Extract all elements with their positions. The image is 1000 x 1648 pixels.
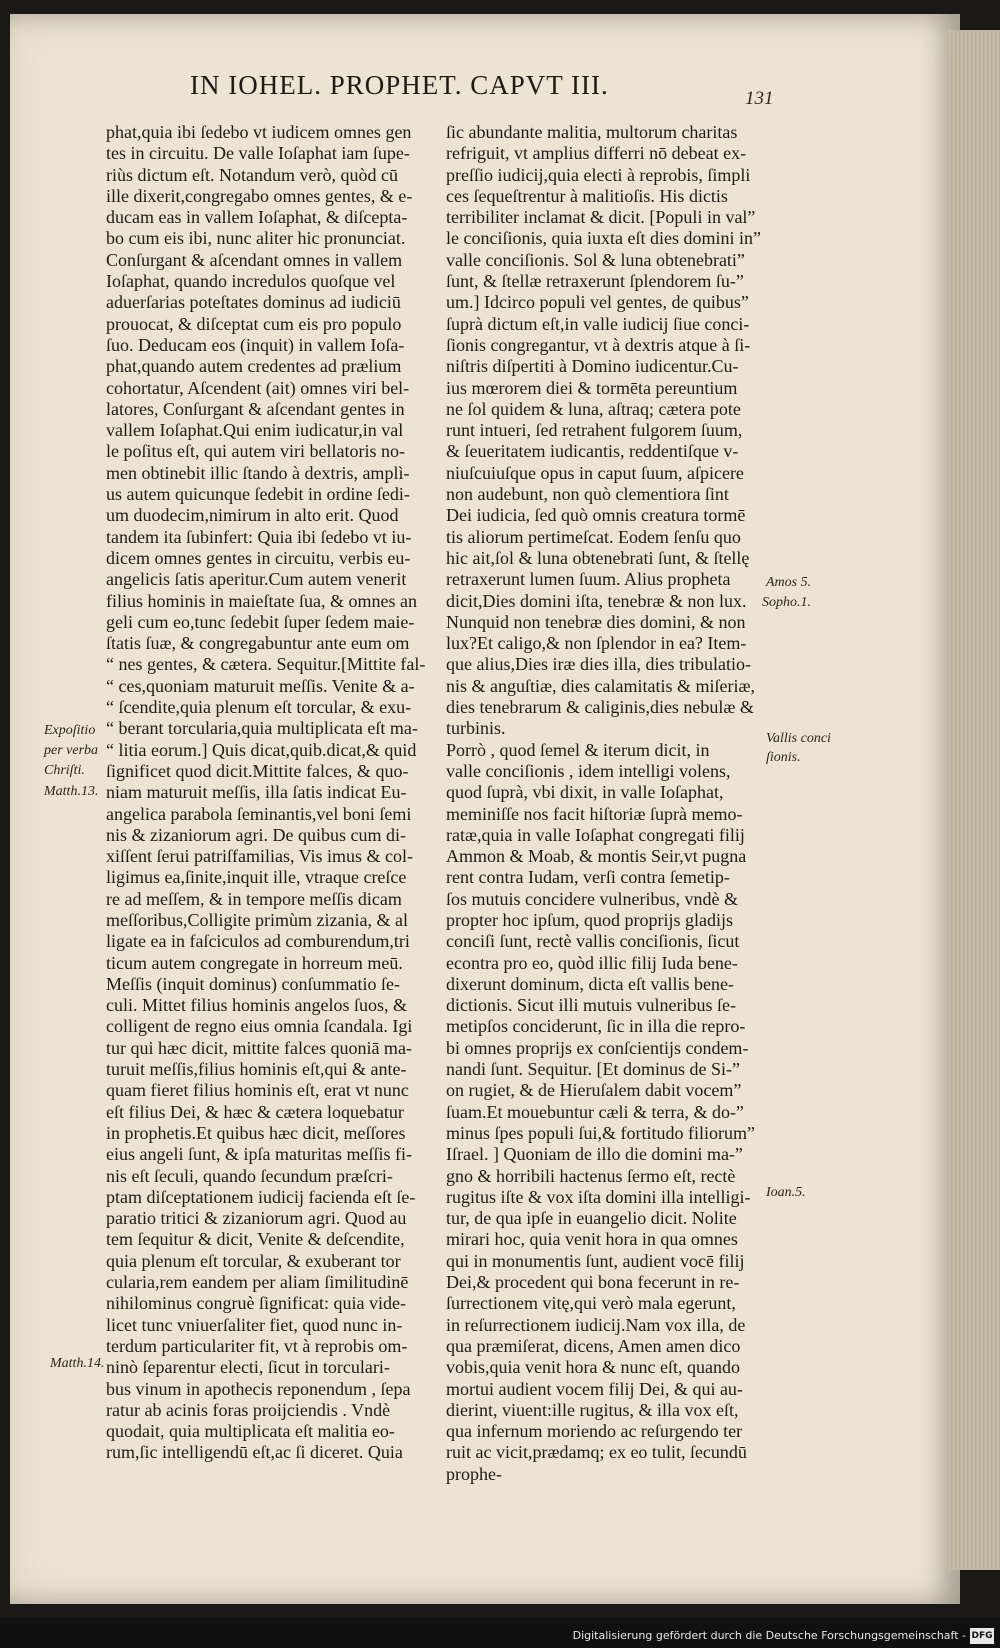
right-text-column — [446, 122, 776, 1485]
text-line: terdum particulariter fit, vt à reprobis om- — [106, 1335, 408, 1356]
text-line: preſſio iudicij,quia electi à reprobis, ſimpli — [446, 164, 751, 185]
text-line: tandem ita ſubinfert: Quia ibi ſedebo vt iu- — [106, 526, 412, 547]
text-line: Nunquid non tenebræ dies domini, & non — [446, 611, 746, 632]
text-line: rum,ſic intelligendū eſt,ac ſi diceret. Quia — [106, 1442, 403, 1463]
text-line: valle conciſionis. Sol & luna obtenebrati” — [446, 249, 745, 270]
text-line: non audebunt, non quò clementiora ſint — [446, 484, 729, 505]
text-line: tem ſequitur & dicit, Venite & deſcendite, — [106, 1229, 405, 1250]
text-line: vallem Ioſaphat.Qui enim iudicatur,in val — [106, 420, 404, 441]
text-line: “ ces,quoniam maturuit meſſis. Venite & a- — [106, 675, 415, 696]
text-line: men obtinebit illic ſtando à dextris, amplì- — [106, 462, 410, 483]
text-line: niuſcuiuſque opus in caput ſuum, aſpicere — [446, 462, 744, 483]
text-line: cularia,rem eandem per aliam ſimilitudinē — [106, 1272, 409, 1293]
text-line: Iſrael. ] Quoniam de illo die domini ma-” — [446, 1144, 743, 1165]
text-line: qua infernum moriendo ac reſurgendo ter — [446, 1421, 743, 1442]
text-line: quod ſuprà, vbi dixit, in valle Ioſaphat, — [446, 782, 724, 803]
footer-credit: Digitalisierung gefördert durch die Deutsche Forschungsgemeinschaft - — [572, 1629, 966, 1642]
text-line: turbinis. — [446, 718, 506, 739]
book-page — [10, 14, 960, 1604]
margin-note-sopho: Sopho.1. — [762, 595, 811, 610]
text-line: gno & horribili hactenus ſermo eſt, rectè — [446, 1165, 736, 1186]
footer-band — [0, 1618, 1000, 1648]
text-line: meſſoribus,Colligite primùm zizania, & al — [106, 909, 408, 930]
text-line: Ammon & Moab, & montis Seir,vt pugna — [446, 846, 747, 867]
margin-note-per-verba: per verba — [44, 743, 99, 758]
text-line: on rugiet, & de Hieruſalem dabit vocem” — [446, 1080, 742, 1101]
text-line: Conſurgant & aſcendant omnes in vallem — [106, 249, 403, 270]
text-line: re ad meſſem, & in tempore meſſis dicam — [106, 888, 402, 909]
margin-note-vallis: Vallis conci — [766, 731, 831, 746]
text-line: ligate ea in faſciculos ad comburendum,tri — [106, 931, 410, 952]
text-line: tes in circuitu. De valle Ioſaphat iam ſupe- — [106, 143, 410, 164]
margin-note-matth13: Matth.13. — [44, 784, 99, 799]
text-line: um duodecim,nimirum in alto erit. Quod — [106, 505, 399, 526]
dfg-logo: DFG — [970, 1628, 994, 1644]
text-line: in reſurrectionem iudicij.Nam vox illa, de — [446, 1314, 746, 1335]
text-line: valle conciſionis , idem intelligi volens, — [446, 760, 731, 781]
text-line: dicem omnes gentes in circuitu, verbis eu- — [106, 547, 411, 568]
text-line: “ ſcendite,quia plenum eſt torcular, & exu- — [106, 697, 412, 718]
text-line: ſunt, & ſtellæ retraxerunt ſplendorem ſu-” — [446, 271, 744, 292]
text-line: phat,quando autem credentes ad prælium — [106, 356, 402, 377]
text-line: niſtris diſpertiti à Domino iudicentur.Cu- — [446, 356, 739, 377]
text-line: nandi ſunt. Sequitur. [Et dominus de Si-” — [446, 1059, 740, 1080]
margin-note-concisionis: ſionis. — [766, 750, 801, 765]
text-line: turuit meſſis,filius hominis eſt,qui & ante- — [106, 1059, 407, 1080]
text-line: qua præmiſerat, dicens, Amen amen dico — [446, 1335, 741, 1356]
margin-note-christi: Chriſti. — [44, 763, 85, 778]
text-line: nihilominus congruè ſignificat: quia vide- — [106, 1293, 406, 1314]
text-line: eius angeli ſunt, & ipſa maturitas meſſis fi- — [106, 1144, 412, 1165]
text-line: ſtatis ſuæ, & congregabuntur ante eum om — [106, 633, 410, 654]
text-line: hic ait,ſol & luna obtenebrati ſunt, & ſtellę — [446, 547, 750, 568]
text-line: ces ſequeſtrentur à malitioſis. His dictis — [446, 185, 728, 206]
text-line: “ nes gentes, & cætera. Sequitur.[Mittite fal- — [106, 654, 426, 675]
text-line: Porrò , quod ſemel & iterum dicit, in — [446, 739, 710, 760]
text-line: ille dixerit,congregabo omnes gentes, & e- — [106, 185, 413, 206]
text-line: ſuam.Et mouebuntur cæli & terra, & do-” — [446, 1101, 744, 1122]
text-line: ſuprà dictum eſt,in valle iudicij ſiue conci- — [446, 313, 750, 334]
text-line: prophe- — [446, 1463, 502, 1484]
text-line: “ berant torcularia,quia multiplicata eſt ma- — [106, 718, 418, 739]
text-line: tur, de qua ipſe in euangelio dicit. Nolite — [446, 1208, 737, 1229]
text-line: angelica parabola ſeminantis,vel boni ſemi — [106, 803, 412, 824]
text-line: cohortatur, Aſcendent (ait) omnes viri bel- — [106, 377, 410, 398]
text-line: ratæ,quia in valle Ioſaphat congregati filij — [446, 824, 745, 845]
text-line: qui in monumentis ſunt, audient vocē filij — [446, 1250, 745, 1271]
text-line: Dei iudicia, ſed quò omnis creatura tormē — [446, 505, 746, 526]
text-line: geli cum eo,tunc ſedebit ſuper ſedem maie- — [106, 611, 415, 632]
text-line: metipſos conciderunt, ſic in illa die repro- — [446, 1016, 746, 1037]
page-number: 131 — [745, 88, 774, 109]
text-line: rugitus iſte & vox iſta domini illa intelligi- — [446, 1186, 751, 1207]
text-line: us autem quicunque ſedebit in ordine ſedi- — [106, 484, 410, 505]
text-line: ninò ſeparentur electi, ſicut in torculari- — [106, 1357, 390, 1378]
margin-note-ioan5: Ioan.5. — [766, 1185, 806, 1200]
text-line: dixerunt dominum, dicta eſt vallis bene- — [446, 973, 734, 994]
text-line: retraxerunt lumen ſuum. Alius propheta — [446, 569, 731, 590]
text-line: ruit ac vicit,prædamq; ex eo tulit, ſecundū — [446, 1442, 747, 1463]
text-line: angelicis ſatis aperitur.Cum autem venerit — [106, 569, 407, 590]
text-line: um.] Idcirco populi vel gentes, de quibus” — [446, 292, 749, 313]
text-line: ticum autem congregate in horreum meū. — [106, 952, 403, 973]
text-line: lux?Et caligo,& non ſplendor in ea? Item- — [446, 633, 747, 654]
text-line: Dei,& procedent qui bona fecerunt in re- — [446, 1272, 740, 1293]
text-line: niam maturuit meſſis, illa ſatis indicat Eu- — [106, 782, 407, 803]
text-line: conciſi ſunt, rectè vallis conciſionis, ſicut — [446, 931, 740, 952]
text-line: tis aliorum pertimeſcat. Eodem ſenſu quo — [446, 526, 741, 547]
text-line: dictionis. Sicut illi mutuis vulneribus ſe- — [446, 995, 736, 1016]
margin-note-matth14: Matth.14. — [50, 1356, 105, 1371]
text-line: ratur ab acinis foras proijciendis . Vndè — [106, 1399, 391, 1420]
text-line: ſic abundante malitia, multorum charitas — [446, 122, 738, 142]
text-line: quia plenum eſt torcular, & exuberant tor — [106, 1250, 401, 1271]
text-line: quodait, quia multiplicata eſt malitia eo- — [106, 1421, 395, 1442]
text-line: quam fieret filius hominis eſt, erat vt nunc — [106, 1080, 409, 1101]
text-line: nis & zizaniorum agri. De quibus cum di- — [106, 824, 406, 845]
text-line: in prophetis.Et quibus hæc dicit, meſſores — [106, 1122, 406, 1143]
text-line: prouocat, & diſceptat cum eis pro populo — [106, 313, 402, 334]
text-line: Ioſaphat, quando incredulos quoſque vel — [106, 271, 396, 292]
text-line: nis eſt ſeculi, quando ſecundum præſcri- — [106, 1165, 393, 1186]
text-line: que alius,Dies iræ dies illa, dies tribulatio- — [446, 654, 751, 675]
text-line: meminiſſe nos facit hiſtoriæ ſuprà memo- — [446, 803, 743, 824]
page-edges — [948, 30, 1000, 1570]
text-line: le conciſionis, quia iuxta eſt dies domini in” — [446, 228, 761, 249]
text-line: “ litia eorum.] Quis dicat,quib.dicat,& quid — [106, 739, 417, 760]
text-line: ſionis congregantur, vt à dextris atque à ſi- — [446, 334, 751, 355]
text-line: & ſeueritatem iudicantis, reddentiſque v- — [446, 441, 739, 462]
text-line: ſuo. Deducam eos (inquit) in vallem Ioſa- — [106, 334, 405, 355]
text-line: dicit,Dies domini iſta, tenebræ & non lux. — [446, 590, 747, 611]
text-line: terribiliter inclamat & dicit. [Populi in val” — [446, 207, 756, 228]
text-line: ligimus ea,ſinite,inquit ille, vtraque creſce — [106, 867, 407, 888]
margin-note-expositio: Expoſitio — [44, 723, 96, 738]
text-line: propter hoc ipſum, quod proprijs gladijs — [446, 909, 733, 930]
text-line: ſurrectionem vitę,qui verò mala egerunt, — [446, 1293, 736, 1314]
text-line: nis & anguſtiæ, dies calamitatis & miſeriæ, — [446, 675, 755, 696]
text-line: culi. Mittet filius hominis angelos ſuos, & — [106, 995, 407, 1016]
text-line: ius mœrorem diei & tormēta pereuntium — [446, 377, 738, 398]
text-line: ne ſol quidem & luna, aſtraq; cætera pote — [446, 398, 741, 419]
text-line: phat,quia ibi ſedebo vt iudicem omnes gen — [106, 122, 412, 142]
text-line: vobis,quia venit hora & nunc eſt, quando — [446, 1357, 740, 1378]
text-line: minus ſpes populi ſui,& fortitudo filiorum” — [446, 1122, 755, 1143]
text-line: licet tunc vniuerſaliter fiet, quod nunc in- — [106, 1314, 403, 1335]
text-line: mirari hoc, quia venit hora in qua omnes — [446, 1229, 738, 1250]
text-line: ſignificet quod dicit.Mittite falces, & quo- — [106, 760, 409, 781]
margin-note-amos: Amos 5. — [766, 575, 812, 590]
text-line: latores, Conſurgant & aſcendant gentes in — [106, 398, 405, 419]
text-line: bus vinum in apothecis reponendum , ſepa — [106, 1378, 411, 1399]
text-line: Meſſis (inquit dominus) conſummatio ſe- — [106, 973, 400, 994]
text-line: xiſſent ſerui patriſfamilias, Vis imus & col- — [106, 846, 414, 867]
text-line: ducam eas in vallem Ioſaphat, & diſcepta- — [106, 207, 408, 228]
text-line: mortui audient vocem filij Dei, & qui au- — [446, 1378, 743, 1399]
text-line: runt intueri, ſed retrahent fulgorem ſuum, — [446, 420, 743, 441]
text-line: ſos mutuis concidere vulneribus, vndè & — [446, 888, 738, 909]
text-line: bo cum eis ibi, nunc aliter hic pronunciat. — [106, 228, 406, 249]
left-text-column — [106, 122, 436, 1464]
text-line: le poſitus eſt, qui autem viri bellatoris no- — [106, 441, 405, 462]
text-line: bi omnes proprijs ex conſcientijs condem- — [446, 1037, 749, 1058]
text-line: ptam diſceptationem iudicij facienda eſt ſe- — [106, 1186, 416, 1207]
running-header: IN IOHEL. PROPHET. CAPVT III. — [190, 70, 609, 100]
text-line: paratio tritici & zizaniorum agri. Quod au — [106, 1208, 407, 1229]
text-line: econtra pro eo, quòd illic filij Iuda bene- — [446, 952, 738, 973]
text-line: filius hominis in maieſtate ſua, & omnes an — [106, 590, 417, 611]
text-line: refriguit, vt amplius differri nō debeat ex- — [446, 143, 747, 164]
text-line: tur qui hæc dicit, mittite falces quoniā ma- — [106, 1037, 412, 1058]
text-line: colligent de regno eius omnia ſcandala. Igi — [106, 1016, 413, 1037]
text-line: dies tenebrarum & caliginis,dies nebulæ & — [446, 697, 754, 718]
text-line: dierint, viuent:ille rugitus, & illa vox eſt, — [446, 1399, 739, 1420]
text-line: rent contra Iudam, verſi contra ſemetip- — [446, 867, 730, 888]
text-line: eſt filius Dei, & hæc & cætera loquebatur — [106, 1101, 404, 1122]
text-line: riùs dictum eſt. Notandum verò, quòd cū — [106, 164, 398, 185]
text-line: aduerſarias poteſtates dominus ad iudiciū — [106, 292, 401, 313]
